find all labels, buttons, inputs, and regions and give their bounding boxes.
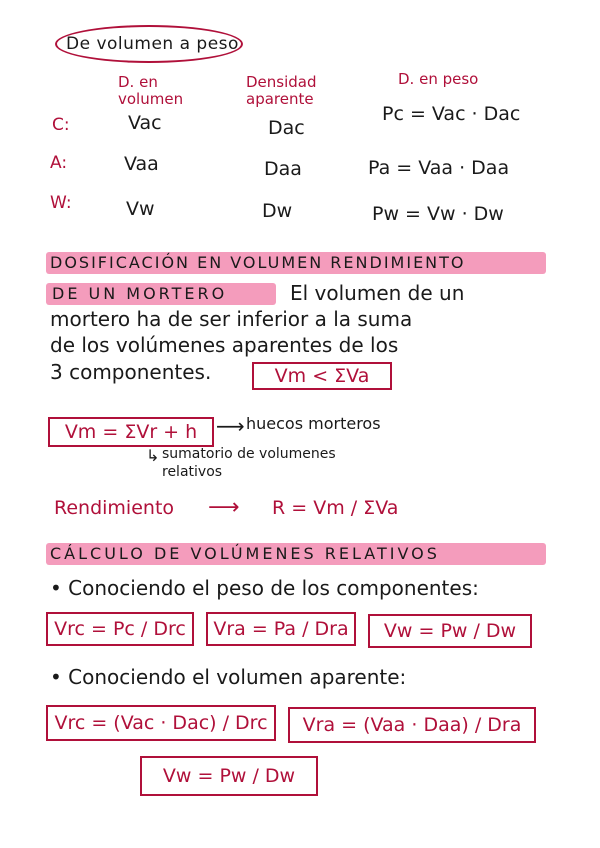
dosificacion-text-1: El volumen de un [290,281,465,305]
case2-formula-vw: Vw = Pw / Dw [140,756,318,796]
dosificacion-text-3: de los volúmenes aparentes de los [50,333,399,357]
case1-formula-vrc: Vrc = Pc / Drc [46,612,194,646]
dosificacion-heading-1: DOSIFICACIÓN EN VOLUMEN RENDIMIENTO [50,253,466,272]
header-peso: D. en peso [398,70,479,88]
header-volumen: D. en volumen [118,73,184,108]
sum-note-2: relativos [162,464,223,480]
case1-label: • Conociendo el peso de los componentes: [50,576,479,600]
row-c-peso: Pc = Vac · Dac [382,103,521,125]
rendimiento-formula: R = Vm / ΣVa [272,497,399,519]
row-w-volumen: Vw [126,198,155,220]
case2-formula-vrc: Vrc = (Vac · Dac) / Drc [46,705,276,741]
topic-title: De volumen a peso [66,34,239,54]
row-label-w: W: [50,193,72,213]
case2-label: • Conociendo el volumen aparente: [50,665,407,689]
row-a-peso: Pa = Vaa · Daa [368,157,510,179]
inequality-box: Vm < ΣVa [252,362,392,390]
h-note: huecos morteros [246,414,381,433]
case1-formula-vra: Vra = Pa / Dra [206,612,356,646]
case2-formula-vra: Vra = (Vaa · Daa) / Dra [288,707,536,743]
case1-formula-vw: Vw = Pw / Dw [368,614,532,648]
row-w-densidad: Dw [262,200,293,222]
row-label-a: A: [50,153,68,173]
header-densidad: Densidad aparente [246,73,317,108]
vm-formula-box: Vm = ΣVr + h [48,417,214,447]
arrow-to-h-note: ⟶ [216,414,245,438]
row-c-densidad: Dac [268,117,305,139]
calculo-heading: CÁLCULO DE VOLÚMENES RELATIVOS [50,544,440,563]
row-w-peso: Pw = Vw · Dw [372,203,504,225]
dosificacion-text-2: mortero ha de ser inferior a la suma [50,307,413,331]
rendimiento-arrow: ⟶ [208,495,240,520]
sum-arrow: ↳ [146,446,160,465]
row-label-c: C: [52,115,70,135]
row-a-volumen: Vaa [124,153,159,175]
row-a-densidad: Daa [264,158,302,180]
dosificacion-heading-2: DE UN MORTERO [52,284,228,303]
sum-note-1: sumatorio de volumenes [162,446,336,462]
row-c-volumen: Vac [128,112,162,134]
dosificacion-text-4: 3 componentes. [50,360,212,384]
rendimiento-label: Rendimiento [54,497,175,519]
